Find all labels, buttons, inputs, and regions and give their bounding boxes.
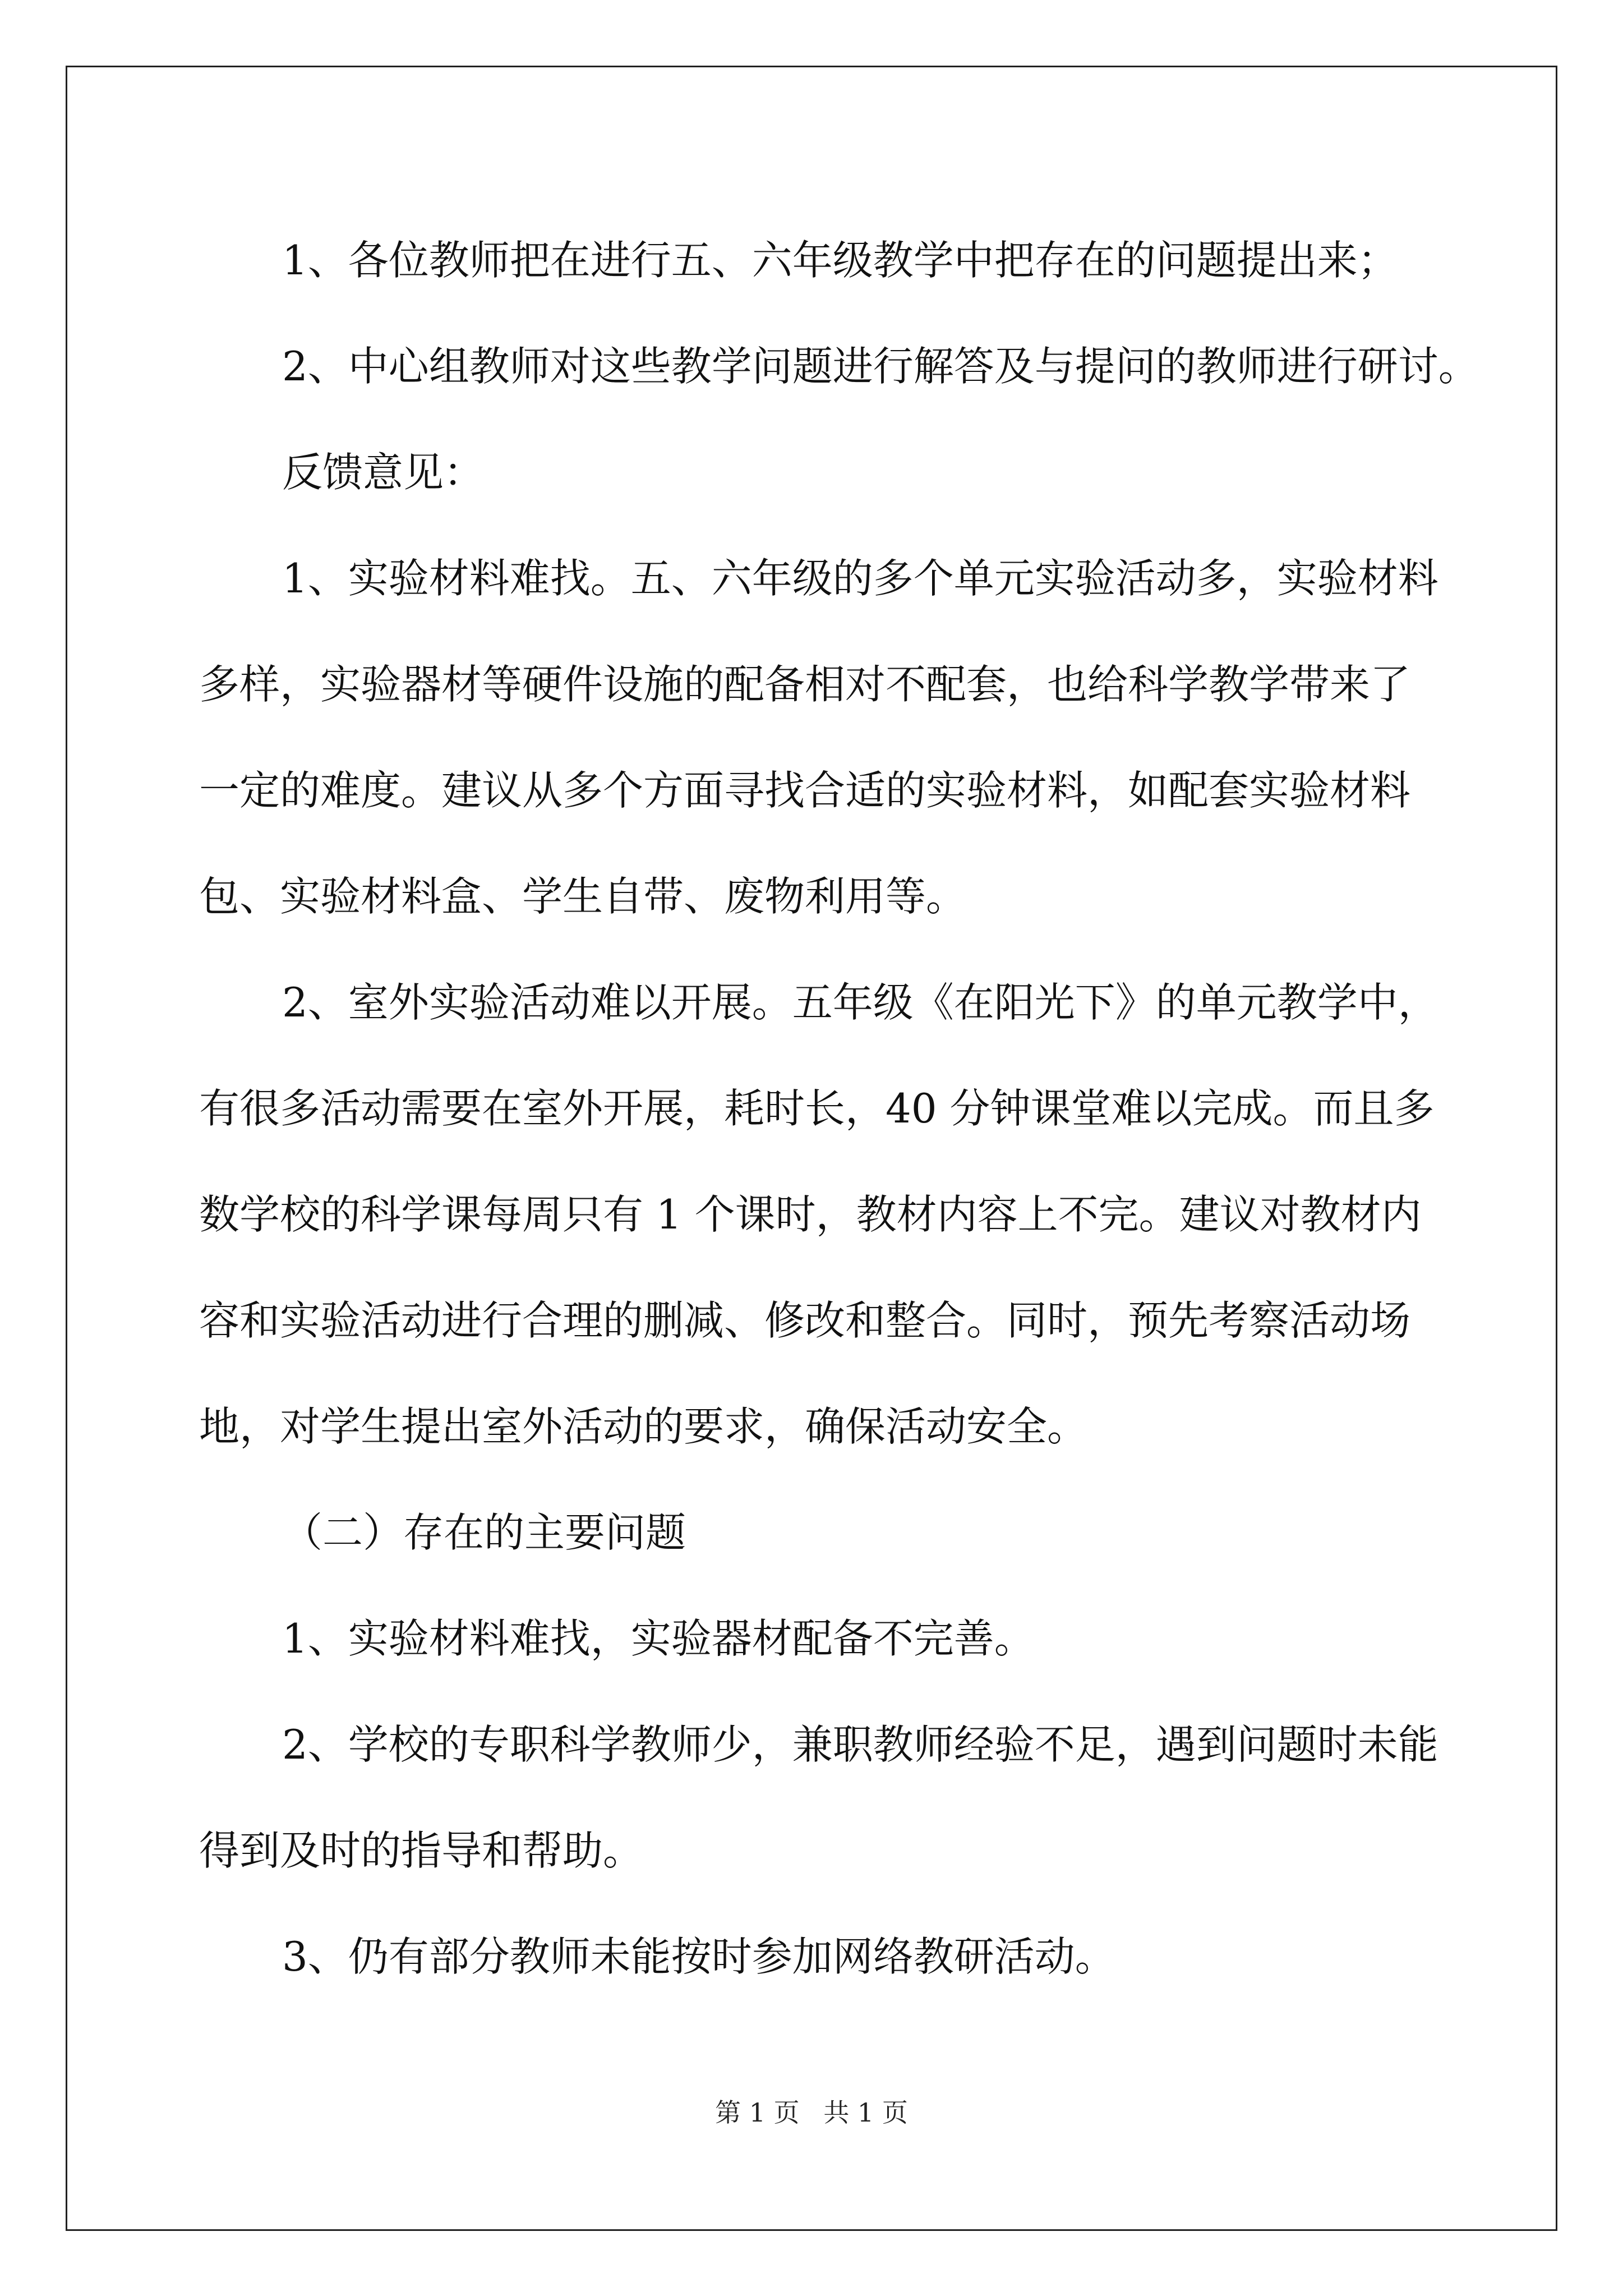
paragraph-line: 一定的难度。建议从多个方面寻找合适的实验材料，如配套实验材料 bbox=[199, 767, 1411, 814]
paragraph-line: 2、室外实验活动难以开展。五年级《在阳光下》的单元教学中， bbox=[282, 979, 1438, 1026]
page-number: 第 1 页 bbox=[715, 2097, 800, 2128]
paragraph-line: 2、中心组教师对这些教学问题进行解答及与提问的教师进行研讨。 bbox=[282, 343, 1479, 390]
paragraph-line: 1、实验材料难找，实验器材配备不完善。 bbox=[282, 1615, 1035, 1662]
paragraph-line: 数学校的科学课每周只有 1 个课时，教材内容上不完。建议对教材内 bbox=[199, 1191, 1422, 1238]
paragraph-line: 有很多活动需要在室外开展，耗时长，40 分钟课堂难以完成。而且多 bbox=[199, 1085, 1435, 1132]
paragraph-line: 多样，实验器材等硬件设施的配备相对不配套，也给科学教学带来了 bbox=[199, 661, 1411, 708]
section-heading: 反馈意见： bbox=[282, 449, 485, 496]
paragraph-line: 2、学校的专职科学教师少，兼职教师经验不足，遇到问题时未能 bbox=[282, 1721, 1438, 1768]
paragraph-line: 3、仍有部分教师未能按时参加网络教研活动。 bbox=[282, 1933, 1115, 1980]
section-heading: （二）存在的主要问题 bbox=[282, 1509, 686, 1556]
page-footer bbox=[0, 2092, 1623, 2129]
page-total: 共 1 页 bbox=[823, 2097, 908, 2128]
paragraph-line: 容和实验活动进行合理的删减、修改和整合。同时，预先考察活动场 bbox=[199, 1297, 1411, 1344]
paragraph-line: 1、各位教师把在进行五、六年级教学中把存在的问题提出来； bbox=[282, 237, 1398, 284]
paragraph-line: 地，对学生提出室外活动的要求，确保活动安全。 bbox=[199, 1403, 1088, 1450]
paragraph-line: 包、实验材料盒、学生自带、废物利用等。 bbox=[199, 873, 967, 920]
paragraph-line: 1、实验材料难找。五、六年级的多个单元实验活动多，实验材料 bbox=[282, 555, 1438, 602]
document-body bbox=[199, 208, 1489, 2010]
paragraph-line: 得到及时的指导和帮助。 bbox=[199, 1827, 644, 1874]
